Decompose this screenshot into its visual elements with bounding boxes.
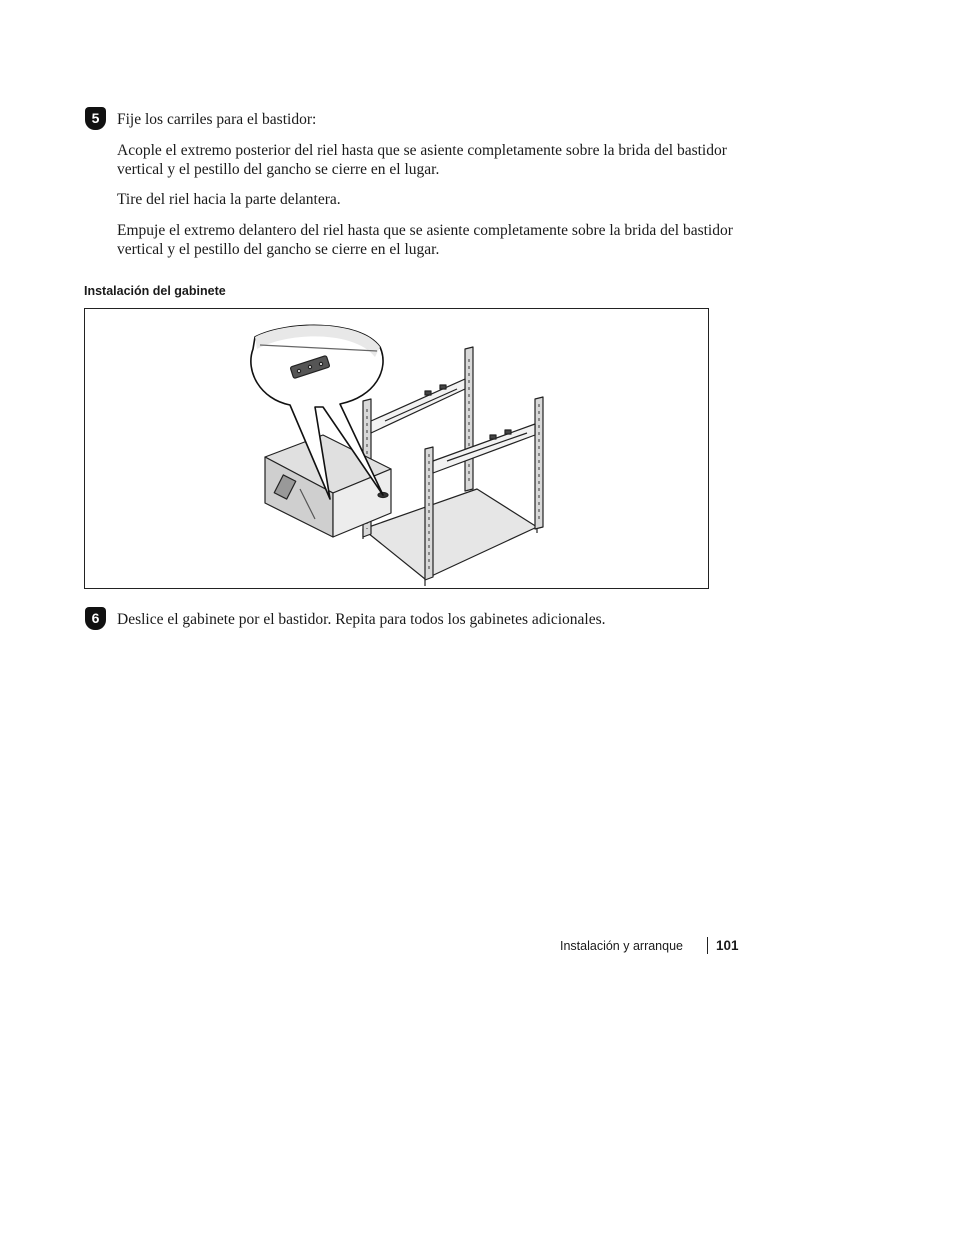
page-number: 101 bbox=[716, 938, 739, 953]
figure-frame bbox=[84, 308, 709, 589]
figure-caption: Instalación del gabinete bbox=[84, 284, 226, 298]
step-5-paragraph-2: Tire del riel hacia la parte delantera. bbox=[117, 191, 341, 208]
step-6-text: Deslice el gabinete por el bastidor. Repita para todos los gabinetes adicionales. bbox=[117, 611, 606, 628]
step-5-paragraph-3: Empuje el extremo delantero del riel hasta que se asiente completamente sobre la brida del bastidor vertical y el pestillo del gancho se cierre en el lugar. bbox=[117, 222, 733, 258]
footer-separator bbox=[707, 937, 708, 954]
step-5-paragraph-1: Acople el extremo posterior del riel hasta que se asiente completamente sobre la brida del bastidor vertical y el pestillo del gancho se cierre en el lugar. bbox=[117, 142, 727, 178]
step-5-badge: 5 bbox=[85, 107, 106, 130]
footer-section-title: Instalación y arranque bbox=[560, 939, 683, 953]
step-5-intro: Fije los carriles para el bastidor: bbox=[117, 111, 317, 128]
step-6-badge: 6 bbox=[85, 607, 106, 630]
cabinet-installation-illustration bbox=[85, 309, 708, 588]
